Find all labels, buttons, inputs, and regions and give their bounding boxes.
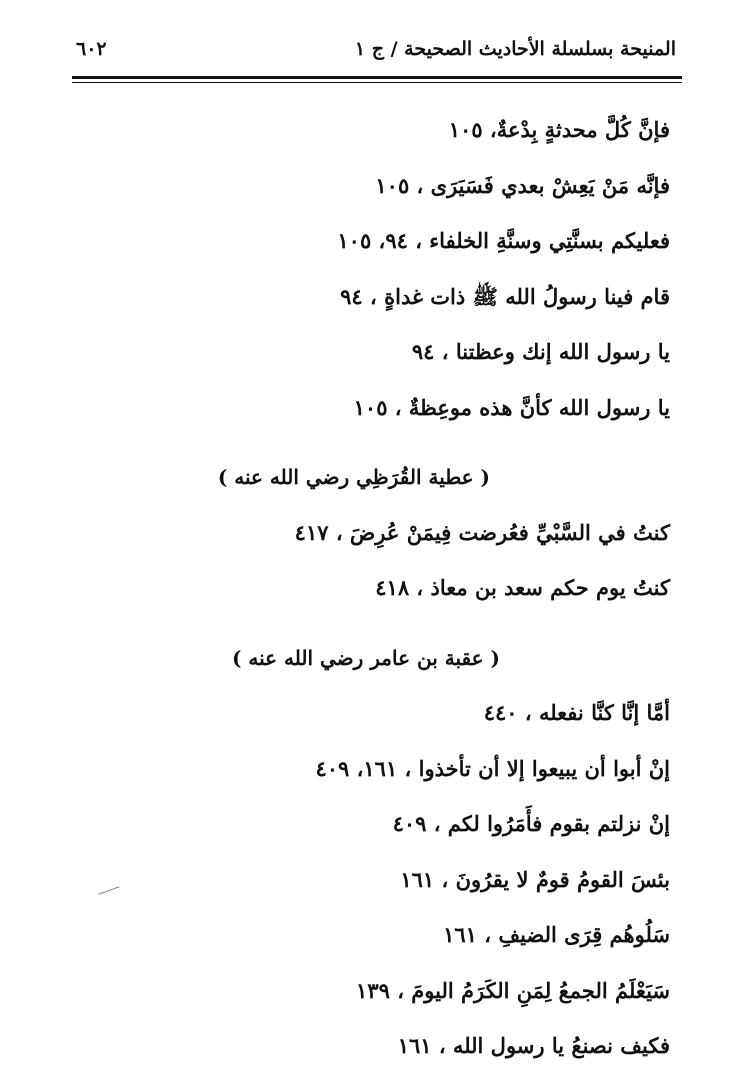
index-entry: فعليكم بسنَّتِي وسنَّةِ الخلفاء ، ٩٤، ١٠٥ — [337, 228, 670, 253]
section-gap — [70, 622, 670, 636]
index-entry: يا رسول الله كأنَّ هذه موعِظةٌ ، ١٠٥ — [353, 394, 670, 420]
index-entry: يا رسول الله إنك وعظتنا ، ٩٤ — [411, 339, 670, 364]
header-rule-thick — [72, 76, 682, 79]
index-list — [70, 108, 670, 1080]
index-entry: سَيَعْلَمُ الجمعُ لِمَنِ الكَرَمُ اليومَ ، ١٣٩ — [356, 977, 670, 1003]
index-entry: كنتُ يوم حكم سعد بن معاذ ، ٤١٨ — [375, 575, 670, 600]
index-entry: إنْ نزلتم بقوم فأَمَرُوا لكم ، ٤٠٩ — [392, 811, 670, 836]
page-number: ٦٠٢ — [76, 38, 107, 60]
running-header — [76, 36, 676, 70]
index-entry: بئسَ القومُ قومٌ لا يقرُونَ ، ١٦١ — [400, 866, 670, 892]
index-entry: فإنَّ كُلَّ محدثةٍ بِدْعةٌ، ١٠٥ — [448, 117, 670, 142]
narrator-heading: ( عقبة بن عامر رضي الله عنه ) — [231, 645, 500, 670]
index-entry: أمَّا إنَّا كنَّا نفعله ، ٤٤٠ — [483, 700, 670, 725]
index-entry: كنتُ في السَّبْيِّ فعُرضت فِيمَنْ عُرِضَ ، ٤١٧ — [294, 519, 670, 545]
index-entry: سَلُوهُم قِرَى الضيفِ ، ١٦١ — [443, 922, 670, 947]
index-entry: إنْ أبوا أن يبيعوا إلا أن تأخذوا ، ١٦١، ٤٠٩ — [315, 755, 670, 781]
index-entry: قام فينا رسولُ الله ﷺ ذات غداةٍ ، ٩٤ — [340, 283, 670, 309]
book-title: المنيحة بسلسلة الأحاديث الصحيحة / ج ١ — [354, 38, 676, 60]
index-entry: فكيف نصنعُ يا رسول الله ، ١٦١ — [397, 1033, 670, 1058]
index-entry: فإنَّه مَنْ يَعِشْ بعدي فَسَيَرَى ، ١٠٥ — [375, 172, 670, 198]
header-rule-thin — [72, 82, 682, 83]
narrator-heading: ( عطية القُرَظِي رضي الله عنه ) — [217, 465, 490, 489]
section-gap — [70, 441, 670, 455]
